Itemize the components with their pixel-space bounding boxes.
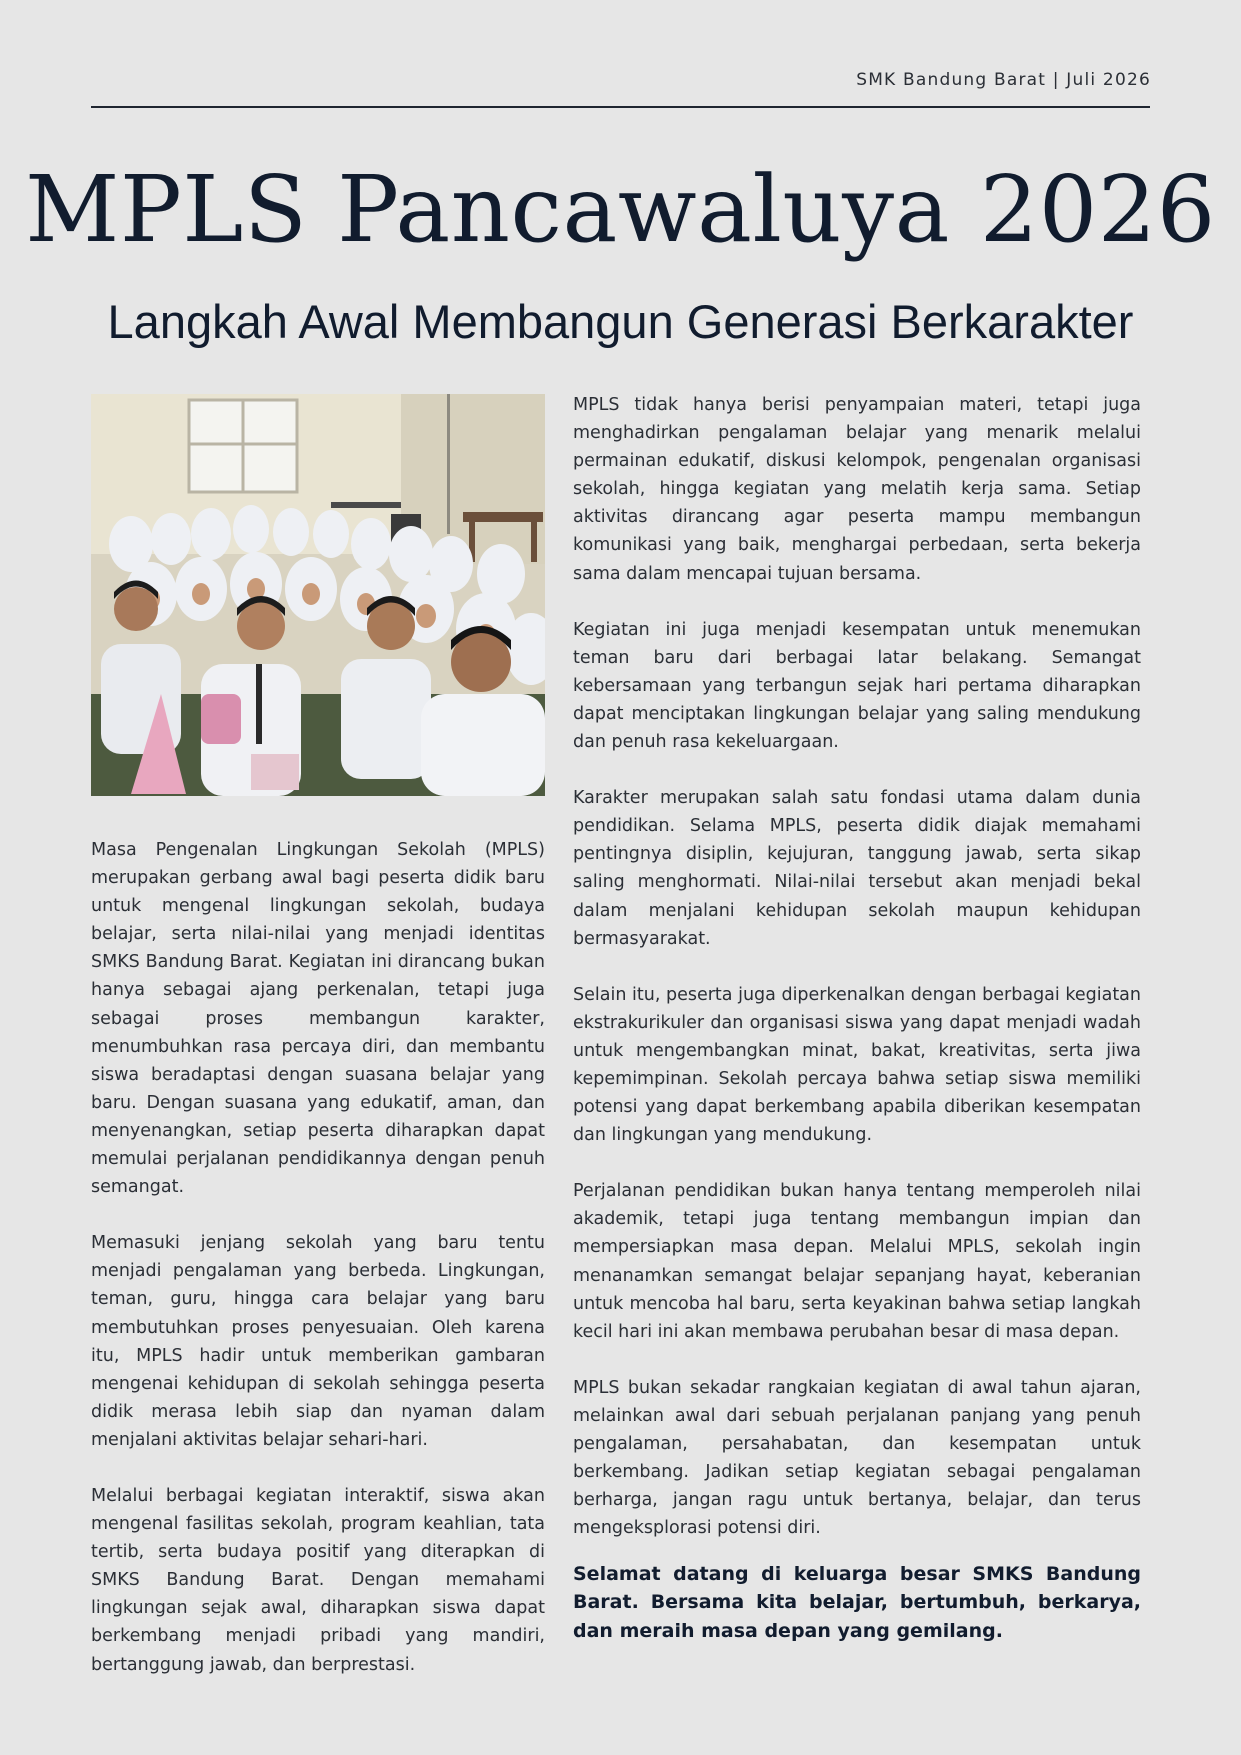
paragraph: Melalui berbagai kegiatan interaktif, siswa akan mengenal fasilitas sekolah, program keahlian, tata tertib, serta budaya positif yang diterapkan di SMKS Bandung Barat. Dengan memahami lingkungan sejak awal, diharapkan siswa dapat berkembang menjadi pribadi yang mandiri, bertanggung jawab, dan berprestasi. <box>91 1485 545 1675</box>
paragraph: Selain itu, peserta juga diperkenalkan dengan berbagai kegiatan ekstrakurikuler dan organisasi siswa yang dapat menjadi wadah untuk mengembangkan minat, bakat, kreativitas, serta jiwa kepemimpinan. Sekolah percaya bahwa setiap siswa memiliki potensi yang dapat berkembang apabila diberikan kesempatan dan lingkungan yang mendukung. <box>573 984 1141 1146</box>
paragraph: Memasuki jenjang sekolah yang baru tentu menjadi pengalaman yang berbeda. Lingkungan, teman, guru, hingga cara belajar yang baru membutuhkan proses penyesuaian. Oleh karena itu, MPLS hadir untuk memberikan gambaran mengenai kehidupan di sekolah sehingga peserta didik merasa lebih siap dan nyaman dalam menjalani aktivitas belajar sehari-hari. <box>91 1233 545 1450</box>
left-column <box>91 836 545 1707</box>
paragraph: Perjalanan pendidikan bukan hanya tentang memperoleh nilai akademik, tetapi juga tentang membangun impian dan mempersiapkan masa depan. Melalui MPLS, sekolah ingin menanamkan semangat belajar sepanjang hayat, keberanian untuk mencoba hal baru, serta keyakinan bahwa setiap langkah kecil hari ini akan membawa perubahan besar di masa depan. <box>573 1181 1141 1342</box>
paragraph: Kegiatan ini juga menjadi kesempatan untuk menemukan teman baru dari berbagai latar belakang. Semangat kebersamaan yang terbangun sejak hari pertama diharapkan dapat menciptakan lingkungan belajar yang saling mendukung dan penuh rasa kekeluargaan. <box>573 619 1141 753</box>
paragraph: Masa Pengenalan Lingkungan Sekolah (MPLS) merupakan gerbang awal bagi peserta didik baru untuk mengenal lingkungan sekolah, budaya belajar, serta nilai-nilai yang menjadi identitas SMKS Bandung Barat. Kegiatan ini dirancang bukan hanya sebagai ajang perkenalan, tetapi juga sebagai proses membangun karakter, menumbuhkan rasa percaya diri, dan membantu siswa beradaptasi dengan suasana belajar yang baru. Dengan suasana yang edukatif, aman, dan menyenangkan, setiap peserta diharapkan dapat memulai perjalanan pendidikannya dengan penuh semangat. <box>91 840 545 1198</box>
right-column <box>573 391 1141 1673</box>
photo-students-icon <box>91 394 545 796</box>
header-divider <box>91 106 1150 108</box>
header-meta: SMK Bandung Barat | Juli 2026 <box>856 70 1151 90</box>
paragraph: Karakter merupakan salah satu fondasi utama dalam dunia pendidikan. Selama MPLS, peserta didik diajak memahami pentingnya disiplin, kejujuran, tanggung jawab, serta sikap saling menghormati. Nilai-nilai tersebut akan menjadi bekal dalam menjalani kehidupan sekolah maupun kehidupan bermasyarakat. <box>573 788 1141 949</box>
closing-statement: Selamat datang di keluarga besar SMKS Bandung Barat. Bersama kita belajar, bertumbuh, berkarya, dan meraih masa depan yang gemilang. <box>573 1563 1141 1642</box>
paragraph: MPLS tidak hanya berisi penyampaian materi, tetapi juga menghadirkan pengalaman belajar yang menarik melalui permainan edukatif, diskusi kelompok, pengenalan organisasi sekolah, hingga kegiatan yang melatih kerja sama. Setiap aktivitas dirancang agar peserta mampu membangun komunikasi yang baik, menghargai perbedaan, serta bekerja sama dalam mencapai tujuan bersama. <box>573 395 1141 584</box>
page-title: MPLS Pancawaluya 2026 <box>25 156 1216 263</box>
page-subtitle: Langkah Awal Membangun Generasi Berkarakter <box>107 295 1134 348</box>
paragraph: MPLS bukan sekadar rangkaian kegiatan di awal tahun ajaran, melainkan awal dari sebuah perjalanan panjang yang penuh pengalaman, persahabatan, dan kesempatan untuk berkembang. Jadikan setiap kegiatan sebagai pengalaman berharga, jangan ragu untuk bertanya, belajar, dan terus mengeksplorasi potensi diri. <box>573 1377 1141 1539</box>
